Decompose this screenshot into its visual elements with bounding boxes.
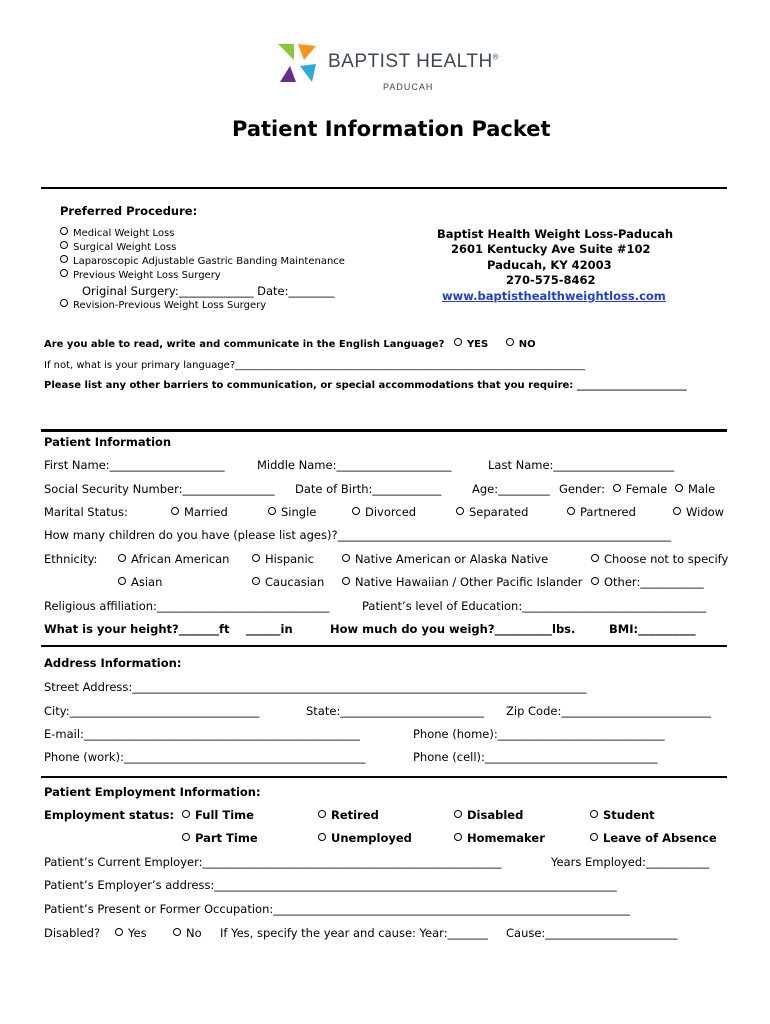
disabled-no-option[interactable]: No	[173, 926, 202, 940]
gender-male-option[interactable]: Male	[675, 482, 715, 496]
divider	[41, 187, 727, 189]
ethnicity-hawaiian-option[interactable]: Native Hawaiian / Other Pacific Islander	[342, 575, 582, 589]
baptist-health-logo-icon	[276, 42, 320, 84]
marital-divorced-option[interactable]: Divorced	[352, 505, 416, 519]
radio-icon	[60, 299, 68, 307]
radio-icon	[115, 928, 123, 936]
state-field[interactable]: State:_________________________	[306, 704, 485, 718]
religion-field[interactable]: Religious affiliation:______________________________	[44, 599, 330, 613]
radio-icon	[675, 484, 683, 492]
primary-language-field[interactable]: If not, what is your primary language?______________________________________________________________________	[44, 360, 586, 371]
employment-heading: Patient Employment Information:	[44, 785, 261, 799]
radio-icon	[173, 928, 181, 936]
education-field[interactable]: Patient’s level of Education:________________________________	[362, 599, 707, 613]
ethnicity-hispanic-option[interactable]: Hispanic	[252, 552, 314, 566]
radio-icon	[182, 833, 190, 841]
radio-icon	[506, 338, 514, 346]
radio-icon	[454, 833, 462, 841]
radio-icon	[60, 255, 68, 263]
radio-icon	[182, 810, 190, 818]
marital-married-option[interactable]: Married	[171, 505, 228, 519]
gender-female-option[interactable]: Female	[613, 482, 668, 496]
ssn-field[interactable]: Social Security Number:________________	[44, 482, 275, 496]
logo-location: PADUCAH	[383, 82, 434, 92]
radio-icon	[268, 507, 276, 515]
radio-icon	[342, 554, 350, 562]
disabled-yes-option[interactable]: Yes	[115, 926, 147, 940]
first-name-field[interactable]: First Name:____________________	[44, 458, 225, 472]
employment-status-label: Employment status:	[44, 808, 175, 822]
ethnicity-native-american-option[interactable]: Native American or Alaska Native	[342, 552, 548, 566]
radio-icon	[590, 833, 598, 841]
bmi-field[interactable]: BMI:__________	[609, 622, 696, 636]
page-title: Patient Information Packet	[232, 117, 551, 141]
radio-icon	[454, 810, 462, 818]
height-inches-field[interactable]: ______in	[246, 622, 293, 636]
disabled-year-field[interactable]: If Yes, specify the year and cause: Year:_______	[220, 926, 488, 940]
employment-student-option[interactable]: Student	[590, 808, 655, 822]
ethnicity-asian-option[interactable]: Asian	[118, 575, 162, 589]
radio-icon	[613, 484, 621, 492]
dob-field[interactable]: Date of Birth:____________	[295, 482, 442, 496]
current-employer-field[interactable]: Patient’s Current Employer:____________________________________________________	[44, 855, 502, 869]
radio-icon	[567, 507, 575, 515]
employment-leave-option[interactable]: Leave of Absence	[590, 831, 717, 845]
option-medical[interactable]: Medical Weight Loss	[60, 227, 174, 239]
marital-widow-option[interactable]: Widow	[673, 505, 724, 519]
children-field[interactable]: How many children do you have (please list ages)?__________________________________________________________	[44, 528, 672, 542]
middle-name-field[interactable]: Middle Name:____________________	[257, 458, 452, 472]
radio-icon	[352, 507, 360, 515]
option-lap-band[interactable]: Laparoscopic Adjustable Gastric Banding Maintenance	[60, 255, 345, 267]
radio-icon	[673, 507, 681, 515]
patient-heading: Patient Information	[44, 435, 172, 449]
radio-icon	[252, 554, 260, 562]
ethnicity-african-american-option[interactable]: African American	[118, 552, 229, 566]
ethnicity-choose-not-option[interactable]: Choose not to specify	[591, 552, 728, 566]
logo-name: BAPTIST HEALTH	[328, 51, 493, 72]
disabled-label: Disabled?	[44, 926, 101, 940]
radio-icon	[590, 810, 598, 818]
zip-field[interactable]: Zip Code:__________________________	[506, 704, 711, 718]
weight-field[interactable]: How much do you weigh?__________lbs.	[330, 622, 576, 636]
height-feet-field[interactable]: What is your height?_______ft	[44, 622, 230, 636]
radio-icon	[456, 507, 464, 515]
address-heading: Address Information:	[44, 656, 182, 670]
divider	[41, 776, 727, 778]
employment-disabled-option[interactable]: Disabled	[454, 808, 523, 822]
marital-separated-option[interactable]: Separated	[456, 505, 528, 519]
option-previous[interactable]: Previous Weight Loss Surgery	[60, 269, 221, 281]
street-address-field[interactable]: Street Address:_______________________________________________________________________________	[44, 680, 587, 694]
radio-icon	[252, 577, 260, 585]
city-field[interactable]: City:_________________________________	[44, 704, 260, 718]
marital-partnered-option[interactable]: Partnered	[567, 505, 636, 519]
last-name-field[interactable]: Last Name:_____________________	[488, 458, 675, 472]
ethnicity-caucasian-option[interactable]: Caucasian	[252, 575, 324, 589]
radio-icon	[454, 338, 462, 346]
radio-icon	[60, 241, 68, 249]
clinic-street: 2601 Kentucky Ave Suite #102	[451, 242, 651, 256]
phone-home-field[interactable]: Phone (home):_____________________________	[413, 727, 665, 741]
employment-homemaker-option[interactable]: Homemaker	[454, 831, 545, 845]
years-employed-field[interactable]: Years Employed:___________	[551, 855, 710, 869]
employment-unemployed-option[interactable]: Unemployed	[318, 831, 412, 845]
employment-part-time-option[interactable]: Part Time	[182, 831, 258, 845]
original-surgery-field[interactable]: Original Surgery:_____________ Date:________	[82, 284, 335, 298]
employment-full-time-option[interactable]: Full Time	[182, 808, 254, 822]
employer-address-field[interactable]: Patient’s Employer’s address:______________________________________________________________________	[44, 878, 617, 892]
radio-icon	[118, 577, 126, 585]
gender-label: Gender:	[559, 482, 606, 496]
radio-icon	[591, 577, 599, 585]
age-field[interactable]: Age:_________	[472, 482, 550, 496]
radio-icon	[342, 577, 350, 585]
logo-registered: ®	[492, 52, 500, 62]
radio-icon	[60, 269, 68, 277]
english-no-option[interactable]: NO	[506, 339, 536, 350]
ethnicity-label: Ethnicity:	[44, 552, 98, 566]
clinic-phone: 270-575-8462	[506, 273, 596, 287]
clinic-website-link[interactable]: www.baptisthealthweightloss.com	[442, 289, 666, 303]
option-surgical[interactable]: Surgical Weight Loss	[60, 241, 176, 253]
email-field[interactable]: E-mail:________________________________________________	[44, 727, 360, 741]
radio-icon	[60, 227, 68, 235]
english-question: Are you able to read, write and communicate in the English Language?	[44, 339, 445, 350]
marital-label: Marital Status:	[44, 505, 128, 519]
marital-single-option[interactable]: Single	[268, 505, 316, 519]
radio-icon	[171, 507, 179, 515]
occupation-field[interactable]: Patient’s Present or Former Occupation:______________________________________________________________	[44, 902, 630, 916]
radio-icon	[591, 554, 599, 562]
divider	[41, 645, 727, 647]
employment-retired-option[interactable]: Retired	[318, 808, 379, 822]
radio-icon	[118, 554, 126, 562]
phone-cell-field[interactable]: Phone (cell):______________________________	[413, 750, 658, 764]
ethnicity-other-option[interactable]: Other:___________	[591, 575, 704, 589]
barriers-field[interactable]: Please list any other barriers to communication, or special accommodations that you require: ______________________	[44, 380, 687, 391]
clinic-name: Baptist Health Weight Loss-Paducah	[437, 227, 674, 241]
preferred-heading: Preferred Procedure:	[60, 204, 198, 218]
english-yes-option[interactable]: YES	[454, 339, 488, 350]
option-revision[interactable]: Revision-Previous Weight Loss Surgery	[60, 299, 266, 311]
gender-group	[559, 482, 715, 496]
clinic-city: Paducah, KY 42003	[487, 258, 612, 272]
radio-icon	[318, 833, 326, 841]
divider	[41, 429, 727, 432]
radio-icon	[318, 810, 326, 818]
disabled-cause-field[interactable]: Cause:_______________________	[506, 926, 678, 940]
phone-work-field[interactable]: Phone (work):__________________________________________	[44, 750, 366, 764]
